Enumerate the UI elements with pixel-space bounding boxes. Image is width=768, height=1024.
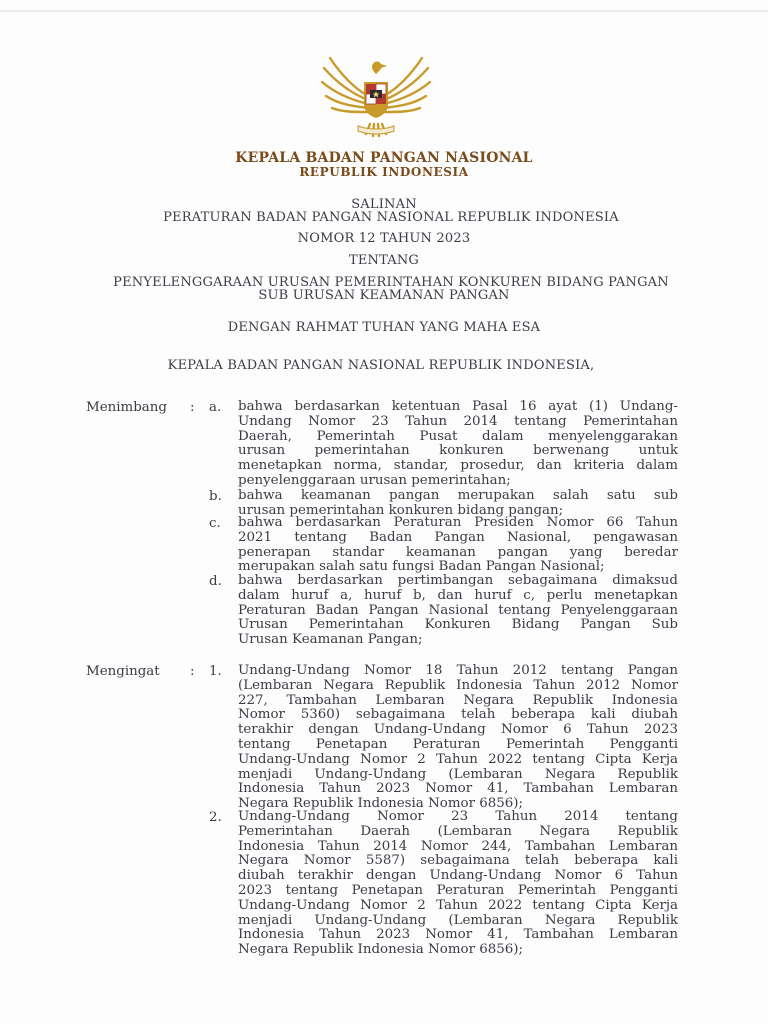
text-line: Daerah, Pemerintah Pusat dalam menyelenggarakan	[238, 429, 678, 444]
menimbang-marker-a: a.	[209, 400, 222, 415]
text-line: tentang Penetapan Peraturan Pemerintah Pengganti	[238, 737, 678, 752]
issuer-line: KEPALA BADAN PANGAN NASIONAL REPUBLIK INDONESIA,	[167, 358, 595, 373]
mengingat-item-2	[238, 810, 678, 958]
text-line: Undang Nomor 23 Tahun 2014 tentang Pemerintahan	[238, 414, 678, 429]
menimbang-item-c	[238, 516, 678, 575]
page-top-edge	[0, 10, 768, 12]
salinan-label: SALINAN	[351, 197, 417, 212]
menimbang-item-b	[238, 489, 678, 519]
text-line: 227, Tambahan Lembaran Negara Republik Indonesia	[238, 693, 678, 708]
subject-line-2: SUB URUSAN KEAMANAN PANGAN	[258, 288, 510, 303]
menimbang-item-a	[238, 400, 678, 489]
text-line: Undang-Undang Nomor 2 Tahun 2022 tentang Cipta Kerja	[238, 898, 678, 913]
text-line: penyelenggaraan urusan pemerintahan;	[238, 473, 511, 488]
menimbang-label: Menimbang	[86, 400, 167, 415]
text-line: Indonesia Tahun 2014 Nomor 244, Tambahan Lembaran	[238, 839, 678, 854]
mengingat-colon: :	[190, 664, 195, 679]
text-line: terakhir dengan Undang-Undang Nomor 6 Tahun 2023	[238, 723, 678, 738]
text-line: Pemerintahan Daerah (Lembaran Negara Republik	[238, 824, 678, 839]
menimbang-item-d	[238, 574, 678, 648]
tentang-label: TENTANG	[348, 253, 420, 268]
text-line: Undang-Undang Nomor 23 Tahun 2014 tentang	[238, 810, 678, 824]
text-line: diubah terakhir dengan Undang-Undang Nomor 6 Tahun	[238, 869, 678, 884]
text-line: 2023 tentang Penetapan Peraturan Pemerintah Pengganti	[238, 883, 678, 898]
office-title: KEPALA BADAN PANGAN NASIONAL	[235, 150, 533, 166]
menimbang-marker-d: d.	[209, 574, 222, 589]
mengingat-item-1	[238, 664, 678, 812]
menimbang-marker-b: b.	[209, 489, 222, 504]
office-subtitle: REPUBLIK INDONESIA	[299, 165, 469, 179]
text-line: bahwa keamanan pangan merupakan salah satu sub	[238, 489, 678, 503]
text-line: Negara Republik Indonesia Nomor 6856);	[238, 797, 524, 812]
menimbang-colon: :	[190, 400, 195, 415]
mengingat-marker-1: 1.	[209, 664, 222, 679]
text-line: Indonesia Tahun 2023 Nomor 41, Tambahan Lembaran	[238, 782, 678, 797]
mengingat-marker-2: 2.	[209, 810, 222, 825]
text-line: bahwa berdasarkan ketentuan Pasal 16 ayat (1) Undang-	[238, 400, 678, 414]
text-line: urusan pemerintahan konkuren bidang pangan;	[238, 503, 564, 518]
text-line: Urusan Keamanan Pangan;	[238, 633, 423, 648]
text-line: menjadi Undang-Undang (Lembaran Negara Republik	[238, 767, 678, 782]
blessing-line: DENGAN RAHMAT TUHAN YANG MAHA ESA	[227, 320, 541, 335]
text-line: Urusan Pemerintahan Konkuren Bidang Pangan Sub	[238, 618, 678, 633]
text-line: (Lembaran Negara Republik Indonesia Tahun 2012 Nomor	[238, 678, 678, 693]
text-line: Nomor 5360) sebagaimana telah beberapa kali diubah	[238, 708, 678, 723]
text-line: Indonesia Tahun 2023 Nomor 41, Tambahan Lembaran	[238, 928, 678, 943]
text-line: urusan pemerintahan konkuren berwenang untuk	[238, 444, 678, 459]
text-line: dalam huruf a, huruf b, dan huruf c, perlu menetapkan	[238, 588, 678, 603]
text-line: penerapan standar keamanan pangan yang beredar	[238, 545, 678, 560]
regulation-title: PERATURAN BADAN PANGAN NASIONAL REPUBLIK INDONESIA	[163, 210, 619, 225]
text-line: Negara Republik Indonesia Nomor 6856);	[238, 943, 524, 958]
text-line: 2021 tentang Badan Pangan Nasional, pengawasan	[238, 530, 678, 545]
text-line: merupakan salah satu fungsi Badan Pangan Nasional;	[238, 560, 605, 575]
garuda-emblem-icon	[318, 52, 434, 140]
text-line: Peraturan Badan Pangan Nasional tentang Penyelenggaraan	[238, 603, 678, 618]
text-line: bahwa berdasarkan Peraturan Presiden Nomor 66 Tahun	[238, 516, 678, 530]
text-line: Undang-Undang Nomor 2 Tahun 2022 tentang Cipta Kerja	[238, 752, 678, 767]
text-line: Negara Nomor 5587) sebagaimana telah beberapa kali	[238, 854, 678, 869]
regulation-number: NOMOR 12 TAHUN 2023	[297, 231, 471, 246]
text-line: bahwa berdasarkan pertimbangan sebagaimana dimaksud	[238, 574, 678, 588]
subject-line-1: PENYELENGGARAAN URUSAN PEMERINTAHAN KONKUREN BIDANG PANGAN	[113, 275, 669, 290]
text-line: Undang-Undang Nomor 18 Tahun 2012 tentang Pangan	[238, 664, 678, 678]
mengingat-label: Mengingat	[86, 664, 160, 679]
text-line: menetapkan norma, standar, prosedur, dan kriteria dalam	[238, 459, 678, 474]
menimbang-marker-c: c.	[209, 516, 221, 531]
text-line: menjadi Undang-Undang (Lembaran Negara Republik	[238, 913, 678, 928]
